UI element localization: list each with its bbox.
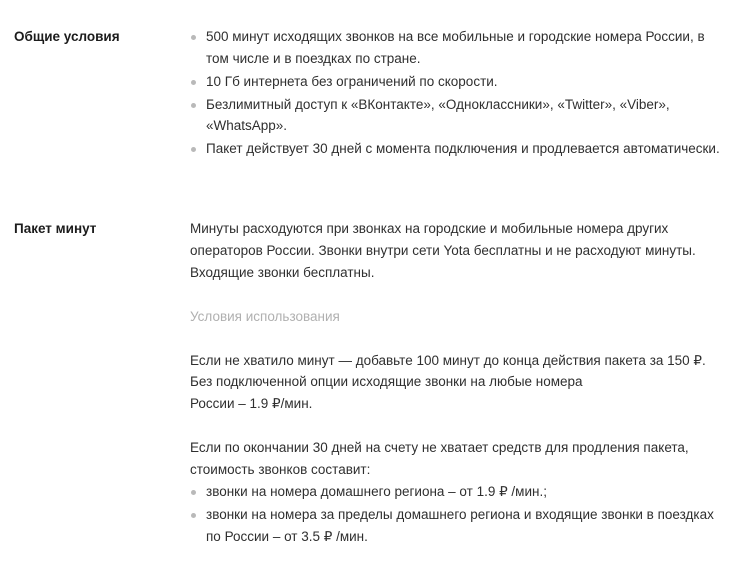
- list-item: 10 Гб интернета без ограничений по скорости.: [190, 71, 729, 93]
- extra-minutes-line-1: Если не хватило минут — добавьте 100 минут до конца действия пакета за 150 ₽.: [190, 352, 706, 368]
- section-label-minutes-package: Пакет минут: [14, 221, 97, 237]
- section-spacer: [14, 160, 729, 218]
- extra-minutes-line-2: Без подключенной опции исходящие звонки на любые номера: [190, 374, 583, 390]
- general-conditions-list: [190, 26, 729, 160]
- section-minutes-package: [14, 218, 729, 547]
- list-item: Безлимитный доступ к «ВКонтакте», «Одноклассники», «Twitter», «Viber», «WhatsApp».: [190, 94, 729, 138]
- section-body-minutes-package: [190, 218, 729, 547]
- list-item: Пакет действует 30 дней с момента подключения и продлевается автоматически.: [190, 138, 729, 160]
- section-label-general-conditions: Общие условия: [14, 29, 120, 44]
- usage-conditions-subheading: Условия использования: [190, 308, 340, 324]
- list-item: 500 минут исходящих звонков на все мобильные и городские номера России, в том числе и в поездках по стране.: [190, 26, 729, 70]
- section-general-conditions: [14, 26, 729, 160]
- section-body-general-conditions: [190, 26, 729, 160]
- list-item: звонки на номера домашнего региона – от 1.9 ₽ /мин.;: [190, 481, 729, 503]
- expiry-paragraph: [190, 437, 729, 547]
- minutes-intro-text: Минуты расходуются при звонках на городские и мобильные номера других операторов России. Звонки внутри сети Yota бесплатны и не расходуют минуты. Входящие звонки бесплатны.: [190, 221, 696, 280]
- extra-minutes-line-3: России – 1.9 ₽/мин.: [190, 396, 313, 412]
- extra-minutes-paragraph: [190, 350, 729, 416]
- expiry-intro-text: Если по окончании 30 дней на счету не хватает средств для продления пакета, стоимость звонков составит:: [190, 440, 689, 478]
- expiry-rates-list: [190, 481, 729, 548]
- list-item: звонки на номера за пределы домашнего региона и входящие звонки в поездках по России – от 3.5 ₽ /мин.: [190, 504, 729, 548]
